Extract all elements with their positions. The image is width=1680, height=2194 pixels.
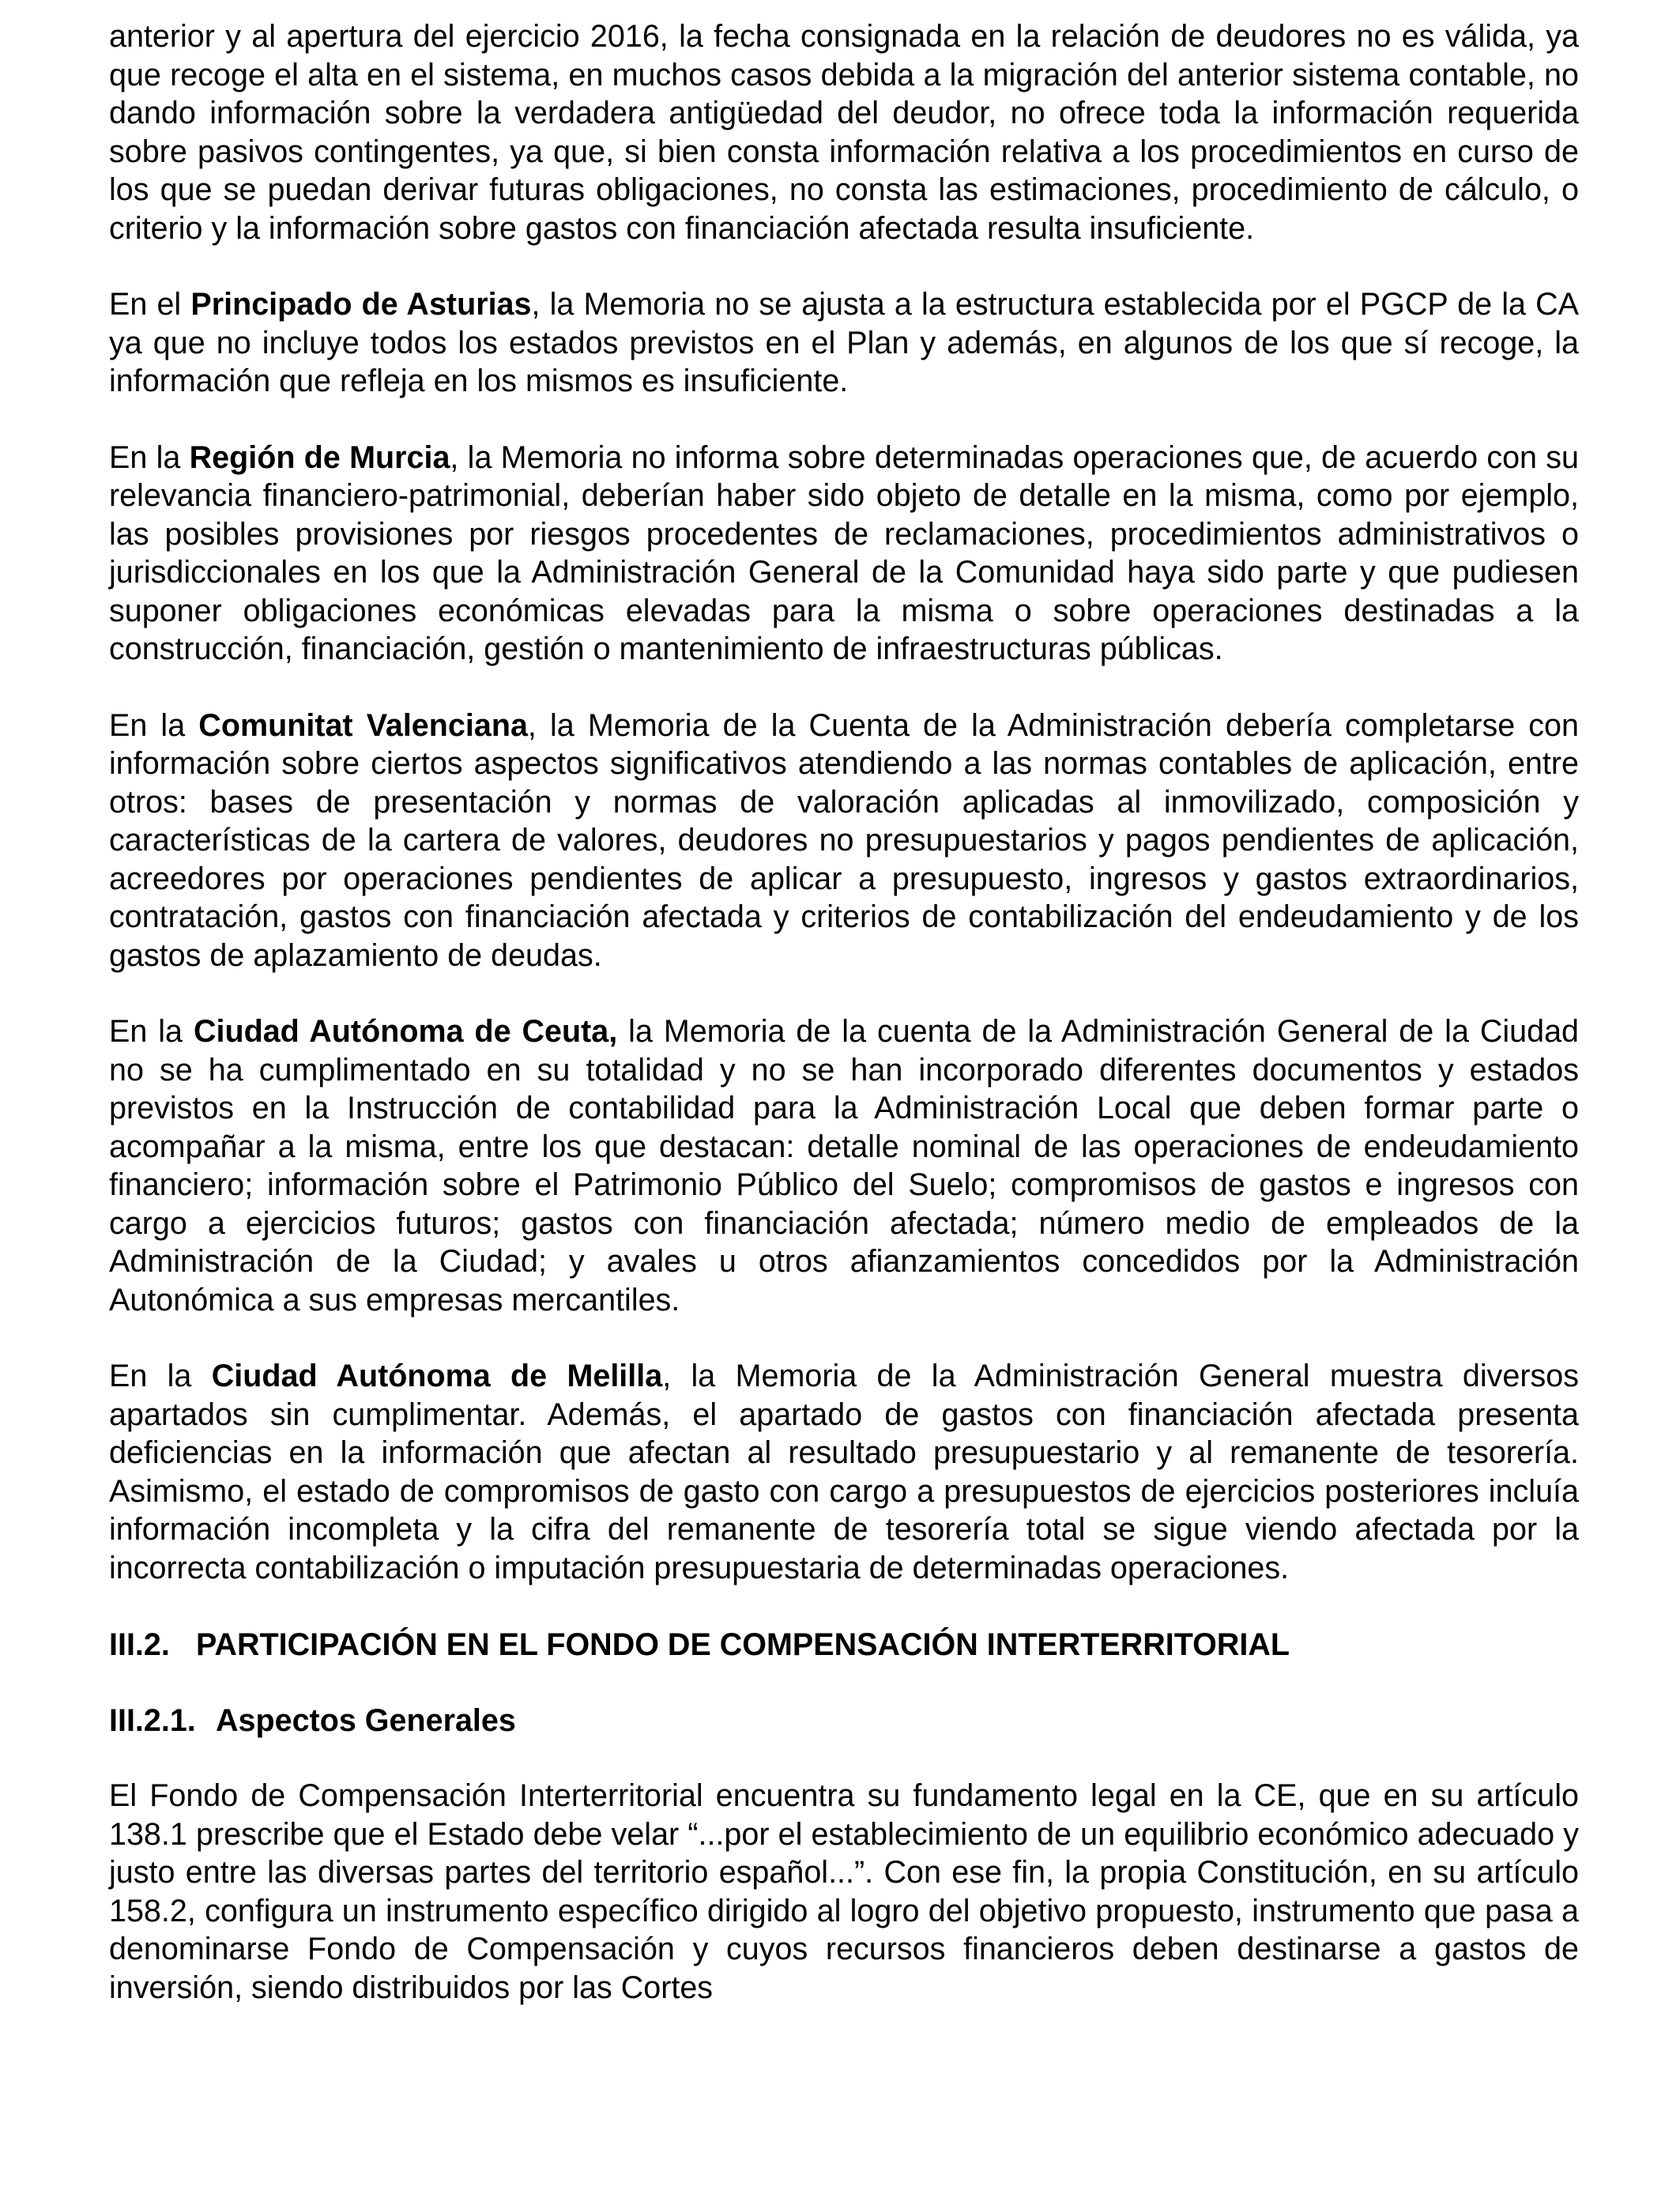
- paragraph-prefix: En la: [109, 1014, 194, 1049]
- region-name-murcia: Región de Murcia: [189, 439, 450, 475]
- section-number: III.2.: [109, 1627, 170, 1662]
- region-name-valenciana: Comunitat Valenciana: [198, 707, 528, 743]
- region-name-melilla: Ciudad Autónoma de Melilla: [211, 1359, 663, 1393]
- paragraph-continuation: anterior y al apertura del ejercicio 2016, la fecha consignada en la relación de deudores no es válida, ya que recoge el alta en el sistema, en muchos casos debida a la migración del anterior sistema contable, no dando información sobre la verdadera antigüedad del deudor, no ofrece toda la información requerida sobre pasivos contingentes, ya que, si bien consta información relativa a los procedimientos en curso de los que se puedan derivar futuras obligaciones, no consta las estimaciones, procedimiento de cálculo, o criterio y la información sobre gastos con financiación afectada resulta insuficiente.: [109, 19, 1579, 246]
- section-heading: [109, 1625, 1579, 1664]
- paragraph-prefix: En la: [109, 1359, 212, 1393]
- paragraph-valenciana: [109, 707, 1579, 975]
- subsection-title: Aspectos Generales: [216, 1703, 516, 1738]
- paragraph-body: , la Memoria de la Cuenta de la Administración debería completarse con información sobre ciertos aspectos significativos atendiendo a las normas contables de aplicación, entre otros: bases de presentación y normas de valoración aplicadas al inmovilizado, composición y características de la cartera de valores, deudores no presupuestarios y pagos pendientes de aplicación, acreedores por operaciones pendientes de aplicar a presupuesto, ingresos y gastos extraordinarios, contratación, gastos con financiación afectada y criterios de contabilización del endeudamiento y de los gastos de aplazamiento de deudas.: [109, 707, 1579, 973]
- paragraph-body: la Memoria de la cuenta de la Administración General de la Ciudad no se ha cumplimentado en su totalidad y no se han incorporado diferentes documentos y estados previstos en la Instrucción de contabilidad para la Administración Local que deben formar parte o acompañar a la misma, entre los que destacan: detalle nominal de las operaciones de endeudamiento financiero; información sobre el Patrimonio Público del Suelo; compromisos de gastos e ingresos con cargo a ejercicios futuros; gastos con financiación afectada; número medio de empleados de la Administración de la Ciudad; y avales u otros afianzamientos concedidos por la Administración Autonómica a sus empresas mercantiles.: [109, 1014, 1580, 1318]
- document-page: [109, 17, 1579, 2045]
- paragraph-body: , la Memoria de la Administración General muestra diversos apartados sin cumplimentar. Además, el apartado de gastos con financiación afectada presenta deficiencias en la información que afectan al resultado presupuestario y al remanente de tesorería. Asimismo, el estado de compromisos de gasto con cargo a presupuestos de ejercicios posteriores incluía información incompleta y la cifra del remanente de tesorería total se sigue viendo afectada por la incorrecta contabilización o imputación presupuestaria de determinadas operaciones.: [109, 1359, 1579, 1585]
- paragraph-asturias: [109, 285, 1579, 401]
- paragraph-prefix: En el: [109, 287, 191, 322]
- subsection-heading: [109, 1701, 1579, 1740]
- paragraph-body: , la Memoria no informa sobre determinadas operaciones que, de acuerdo con su relevancia financiero-patrimonial, deberían haber sido objeto de detalle en la misma, como por ejemplo, las posibles provisiones por riesgos procedentes de reclamaciones, procedimientos administrativos o jurisdiccionales en los que la Administración General de la Comunidad haya sido parte y que pudiesen suponer obligaciones económicas elevadas para la misma o sobre operaciones destinadas a la construcción, financiación, gestión o mantenimiento de infraestructuras públicas.: [109, 439, 1579, 666]
- paragraph-prefix: En la: [109, 439, 190, 475]
- paragraph-ceuta: [109, 1012, 1579, 1319]
- subsection-number: III.2.1.: [109, 1703, 196, 1738]
- region-name-ceuta: Ciudad Autónoma de Ceuta,: [193, 1014, 618, 1049]
- region-name-asturias: Principado de Asturias: [190, 287, 532, 322]
- paragraph-melilla: [109, 1357, 1579, 1587]
- paragraph-body: , la Memoria no se ajusta a la estructura establecida por el PGCP de la CA ya que no incluye todos los estados previstos en el Plan y además, en algunos de los que sí recoge, la información que refleja en los mismos es insuficiente.: [109, 287, 1579, 398]
- paragraph-murcia: [109, 439, 1579, 669]
- paragraph-fci: El Fondo de Compensación Interterritorial encuentra su fundamento legal en la CE, que en su artículo 138.1 prescribe que el Estado debe velar “...por el establecimiento de un equilibrio económico adecuado y justo entre las diversas partes del territorio español...”. Con ese fin, la propia Constitución, en su artículo 158.2, configura un instrumento específico dirigido al logro del objetivo propuesto, instrumento que pasa a denominarse Fondo de Compensación y cuyos recursos financieros deben destinarse a gastos de inversión, siendo distribuidos por las Cortes: [109, 1778, 1579, 2005]
- section-title: PARTICIPACIÓN EN EL FONDO DE COMPENSACIÓN INTERTERRITORIAL: [196, 1627, 1290, 1662]
- paragraph-prefix: En la: [109, 707, 199, 743]
